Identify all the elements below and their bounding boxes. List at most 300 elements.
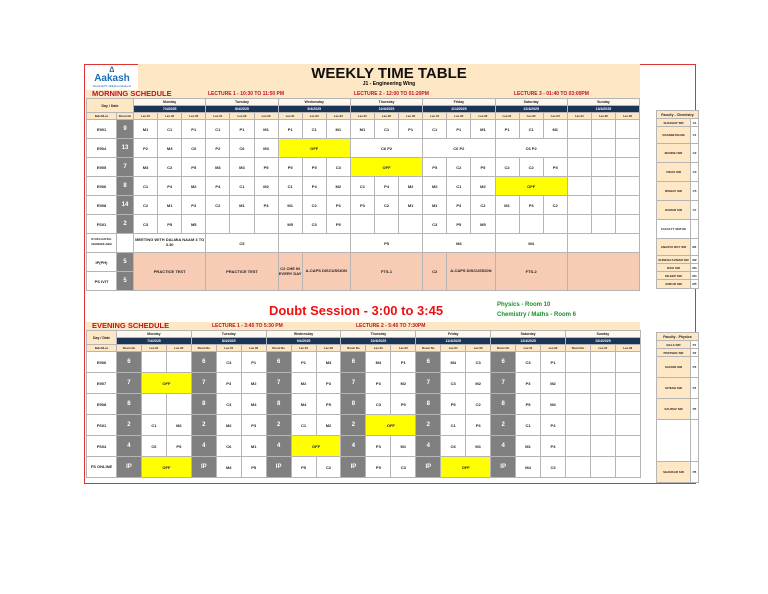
- faculty-code: P6: [691, 462, 699, 483]
- lecture-cell: [567, 234, 639, 253]
- date-label: 7/4/2025: [117, 338, 192, 345]
- lecture-cell: [567, 253, 639, 291]
- faculty-chemistry-table: [656, 110, 699, 289]
- off-cell: OFF: [141, 457, 191, 478]
- subhead-lec: Lec-01: [350, 113, 374, 120]
- day-label: Thursday: [341, 331, 416, 338]
- lecture-cell: [591, 120, 615, 139]
- acaps-cell: A-CAPS DISCUSSION: [302, 253, 350, 291]
- room-cell: IP: [117, 457, 142, 478]
- lecture-cell: M2: [466, 373, 491, 394]
- lecture-cell: M4: [516, 457, 541, 478]
- subhead-lec: Lec-03: [543, 113, 567, 120]
- faculty-code: C5: [691, 182, 699, 201]
- lecture-cell: M2: [326, 177, 350, 196]
- lecture-cell: C3: [216, 352, 241, 373]
- lecture-cell: M4: [316, 352, 341, 373]
- faculty-code: [691, 220, 699, 239]
- lecture-cell: C3: [134, 215, 158, 234]
- lecture-cell: M1: [471, 120, 495, 139]
- lecture-cell: C3: [541, 457, 566, 478]
- lecture-cell: P5: [158, 215, 182, 234]
- lecture-cell: C3: [216, 394, 241, 415]
- lecture-cell: [591, 139, 615, 158]
- faculty-name: BALA SIR: [657, 341, 691, 349]
- lecture-cell: C2: [374, 196, 398, 215]
- lecture-cell: C1: [230, 177, 254, 196]
- lecture-cell: [206, 215, 230, 234]
- lecture-cell: C3: [423, 215, 447, 234]
- subhead-lec: Lec-01: [590, 345, 615, 352]
- room-cell: 8: [341, 394, 366, 415]
- chem-maths-room-note: Chemistry / Maths - Room 6: [497, 312, 577, 318]
- subhead-lec: Lec-02: [316, 345, 341, 352]
- subhead-room: Room No: [565, 345, 590, 352]
- subhead-lec: Lec-02: [166, 345, 191, 352]
- lecture-cell: [567, 120, 591, 139]
- subhead-lec: Lec-01: [291, 345, 316, 352]
- lecture-cell: P2: [206, 139, 230, 158]
- subhead-lec: Lec-01: [516, 345, 541, 352]
- room-cell: 2: [341, 415, 366, 436]
- lecture-cell: C2: [543, 196, 567, 215]
- subhead-lec: Lec-02: [158, 113, 182, 120]
- lecture-cell: P3: [350, 196, 374, 215]
- room-cell: 4: [491, 436, 516, 457]
- lecture-cell: [615, 120, 639, 139]
- room-cell: 4: [191, 436, 216, 457]
- room-cell: 2: [416, 415, 441, 436]
- lecture-cell: M2: [399, 177, 423, 196]
- lecture-cell: C2: [206, 196, 230, 215]
- room-cell: IP: [341, 457, 366, 478]
- lecture-cell: P1: [447, 120, 471, 139]
- lecture-cell: M1: [241, 436, 266, 457]
- date-label: 13/4/2025: [567, 106, 639, 113]
- faculty-code: M5: [691, 280, 699, 289]
- faculty-code: P2: [691, 349, 699, 357]
- lecture-cell: P5: [447, 215, 471, 234]
- faculty-name: [657, 420, 691, 462]
- lecture-cell: [615, 139, 639, 158]
- morning-schedule-bar: [86, 90, 640, 98]
- room-cell: 2: [266, 415, 291, 436]
- subhead-lec: Lec-01: [141, 345, 166, 352]
- faculty-code: M1: [691, 239, 699, 256]
- lecture-cell: C5: [206, 234, 278, 253]
- faculty-code: [691, 420, 699, 462]
- lecture-cell: P4: [302, 177, 326, 196]
- day-label: Saturday: [491, 331, 566, 338]
- faculty-code: C3: [691, 163, 699, 182]
- lecture-cell: C3: [441, 373, 466, 394]
- lecture-cell: C3: [326, 158, 350, 177]
- room-cell: 7: [117, 373, 142, 394]
- date-label: 8/4/2025: [206, 106, 278, 113]
- day-label: Thursday: [350, 99, 422, 106]
- lecture-cell: P3: [316, 373, 341, 394]
- lecture-cell: P3: [516, 373, 541, 394]
- faculty-maths-label: FACULTY MATHS: [657, 220, 691, 239]
- title-bar: [138, 64, 640, 90]
- subhead-batch: Batch/Lec: [87, 113, 117, 120]
- evening-schedule-label: EVENING SCHEDULE: [92, 321, 170, 330]
- batch-cell: FS04: [87, 436, 117, 457]
- subhead-lec: Lec-03: [471, 113, 495, 120]
- off-cell: OFF: [291, 436, 341, 457]
- table-row: [87, 139, 640, 158]
- day-label: Wednesday: [266, 331, 341, 338]
- table-row: [87, 177, 640, 196]
- lecture-cell: [254, 215, 278, 234]
- lecture-cell: C2: [316, 457, 341, 478]
- date-label: 13/4/2025: [565, 338, 640, 345]
- day-label: Monday: [117, 331, 192, 338]
- subheader-row: [87, 113, 640, 120]
- faculty-code: P1: [691, 341, 699, 349]
- lecture-cell: M2: [316, 415, 341, 436]
- faculty-code: C2: [691, 144, 699, 163]
- subhead-lec: Lec-03: [399, 113, 423, 120]
- evening-lecture-2: LECTURE 2 - 5:45 TO 7:30PM: [356, 323, 426, 329]
- evening-schedule-bar: [86, 322, 640, 330]
- lecture-cell: M2: [423, 177, 447, 196]
- lecture-cell: M5: [471, 215, 495, 234]
- room-cell: 7: [491, 373, 516, 394]
- room-cell: 2: [117, 215, 134, 234]
- day-label: Friday: [416, 331, 491, 338]
- lecture-cell: [565, 352, 590, 373]
- lecture-cell: P4: [158, 177, 182, 196]
- morning-lecture-3: LECTURE 3 - 01:40 TO 03:00PM: [514, 91, 589, 97]
- off-cell: OFF: [350, 158, 422, 177]
- faculty-name: RISHAV SIR: [657, 182, 691, 201]
- room-cell: 5: [117, 272, 134, 291]
- room-cell: 6: [416, 352, 441, 373]
- room-cell: 4: [341, 436, 366, 457]
- room-cell: 4: [416, 436, 441, 457]
- room-cell: IP: [416, 457, 441, 478]
- subhead-room: Room No: [117, 113, 134, 120]
- lecture-cell: P1: [291, 352, 316, 373]
- date-label: 9/4/2025: [278, 106, 350, 113]
- faculty-name: SHANKAR SIR: [657, 462, 691, 483]
- lecture-cell: P5: [423, 158, 447, 177]
- date-label: 11/4/2025: [423, 106, 495, 113]
- day-date-header: Day / Date: [87, 99, 134, 113]
- lecture-cell: C2: [471, 196, 495, 215]
- lecture-cell: C2: [158, 158, 182, 177]
- subhead-batch: Batch/Lec: [87, 345, 117, 352]
- lecture-cell: P1: [399, 120, 423, 139]
- batch-cell: IP(PH): [87, 253, 117, 272]
- lecture-cell: M1: [391, 436, 416, 457]
- lecture-cell: C2: [519, 158, 543, 177]
- lecture-cell: [565, 415, 590, 436]
- lecture-cell: [591, 177, 615, 196]
- lecture-cell: C6: [182, 139, 206, 158]
- table-row: [87, 196, 640, 215]
- table-row: [87, 436, 641, 457]
- lecture-cell: [590, 415, 615, 436]
- lecture-cell: [615, 415, 640, 436]
- subhead-lec: Lec-02: [541, 345, 566, 352]
- lecture-cell: [166, 394, 191, 415]
- faculty-code: M2: [692, 257, 697, 262]
- lecture-cell: M1: [350, 120, 374, 139]
- lecture-cell: M1: [423, 196, 447, 215]
- lecture-cell: [399, 215, 423, 234]
- faculty-code: P3: [691, 357, 699, 378]
- lecture-cell: [590, 457, 615, 478]
- batch-cell: FS01: [87, 215, 117, 234]
- faculty-name: ANANYA ROY SIR: [657, 239, 691, 256]
- lecture-cell: [615, 373, 640, 394]
- date-label: 10/4/2025: [350, 106, 422, 113]
- subhead-lec: Lec-02: [615, 345, 640, 352]
- batch-cell: FS01: [87, 415, 117, 436]
- faculty-chemistry-title: Faculty - Chemistry: [657, 111, 699, 119]
- lecture-cell: [567, 158, 591, 177]
- lecture-cell: M4: [366, 352, 391, 373]
- lecture-cell: C1: [291, 415, 316, 436]
- lecture-cell: P3: [541, 415, 566, 436]
- date-label: 12/4/2025: [495, 106, 567, 113]
- room-cell: [117, 234, 134, 253]
- table-row: [87, 415, 641, 436]
- room-cell: 4: [266, 436, 291, 457]
- faculty-code: C1: [691, 127, 699, 144]
- lecture-cell: M1: [230, 196, 254, 215]
- lecture-cell: [615, 394, 640, 415]
- day-label: Monday: [134, 99, 206, 106]
- lecture-cell: M4: [216, 457, 241, 478]
- day-label: Tuesday: [206, 99, 278, 106]
- faculty-name: DILEEP SIR: [657, 272, 691, 280]
- batch-cell: E908: [87, 196, 117, 215]
- batch-cell: E906: [87, 352, 117, 373]
- faculty-name: KUMAR SIR: [657, 201, 691, 220]
- lecture-cell: P5: [291, 457, 316, 478]
- practice-test-cell: PRACTICE TEST: [134, 253, 206, 291]
- subhead-lec: Lec-02: [302, 113, 326, 120]
- lecture-cell: [350, 215, 374, 234]
- off-cell: OFF: [278, 139, 350, 158]
- subhead-lec: Lec-01: [366, 345, 391, 352]
- room-cell: 2: [117, 415, 142, 436]
- off-cell: OFF: [495, 177, 567, 196]
- date-label: 12/4/2025: [491, 338, 566, 345]
- lecture-cell: P5: [166, 436, 191, 457]
- lecture-cell: P1: [241, 352, 266, 373]
- room-cell: 6: [266, 352, 291, 373]
- lecture-cell: M3: [158, 139, 182, 158]
- table-row: [87, 253, 640, 272]
- faculty-code: P5: [691, 399, 699, 420]
- lecture-cell: M2: [471, 177, 495, 196]
- batch-cell: E907: [87, 373, 117, 394]
- lecture-cell: C6 P2: [495, 139, 567, 158]
- lecture-cell: C1: [423, 120, 447, 139]
- room-cell: 5: [117, 253, 134, 272]
- lecture-cell: P5: [516, 394, 541, 415]
- lecture-cell: C1: [302, 120, 326, 139]
- practice-test-cell: PRACTICE TEST: [206, 253, 278, 291]
- room-cell: 13: [117, 139, 134, 158]
- lecture-cell: M2: [254, 177, 278, 196]
- lecture-cell: M5: [278, 215, 302, 234]
- lecture-cell: M2: [391, 373, 416, 394]
- lecture-cell: M2: [541, 373, 566, 394]
- lecture-cell: P5: [350, 234, 422, 253]
- table-row: [87, 234, 640, 253]
- lecture-cell: M3: [206, 158, 230, 177]
- lecture-cell: M1: [495, 196, 519, 215]
- physics-room-note: Physics - Room 10: [497, 302, 551, 308]
- table-row: [87, 394, 641, 415]
- room-cell: IP: [191, 457, 216, 478]
- morning-lecture-2: LECTURE 2 - 12:00 TO 01:20PM: [354, 91, 429, 97]
- faculty-name: RAVI SIR: [657, 264, 691, 272]
- lecture-cell: M4: [495, 234, 567, 253]
- faculty-name: ANKUR SIR: [657, 280, 691, 289]
- room-cell: 8: [117, 394, 142, 415]
- doubt-session-banner: Doubt Session - 3:00 to 3:45: [268, 303, 444, 318]
- logo-name: Aakash: [94, 73, 130, 84]
- lecture-cell: [141, 352, 166, 373]
- lecture-cell: C6: [441, 436, 466, 457]
- subhead-lec: Lec-01: [206, 113, 230, 120]
- lecture-cell: P5: [326, 215, 350, 234]
- lecture-cell: M3: [254, 139, 278, 158]
- lecture-cell: C1: [134, 177, 158, 196]
- subhead-lec: Lec-03: [254, 113, 278, 120]
- lecture-cell: P3: [519, 196, 543, 215]
- lecture-cell: P1: [391, 352, 416, 373]
- lecture-cell: [567, 139, 591, 158]
- lecture-cell: C3: [466, 352, 491, 373]
- room-cell: 14: [117, 196, 134, 215]
- room-cell: IP: [491, 457, 516, 478]
- lecture-cell: P5: [182, 158, 206, 177]
- lecture-cell: [615, 177, 639, 196]
- lecture-cell: C1: [158, 120, 182, 139]
- batch-cell: E905: [87, 158, 117, 177]
- lecture-cell: M3: [134, 158, 158, 177]
- lecture-cell: M1: [466, 436, 491, 457]
- lecture-cell: P3: [326, 196, 350, 215]
- lecture-cell: C2: [302, 196, 326, 215]
- faculty-name: MANISH SIR: [657, 144, 691, 163]
- lecture-cell: M2: [182, 177, 206, 196]
- aakash-logo: [86, 66, 138, 90]
- lecture-cell: M3: [230, 158, 254, 177]
- lecture-cell: [615, 215, 639, 234]
- subhead-room: Room No: [341, 345, 366, 352]
- lecture-cell: [590, 373, 615, 394]
- lecture-cell: M4: [291, 394, 316, 415]
- page-subtitle: J1 - Engineering Wing: [362, 81, 416, 87]
- lecture-cell: P3: [241, 415, 266, 436]
- faculty-physics-title: Faculty - Physics: [657, 333, 699, 341]
- fts-cell: FTS-2: [495, 253, 567, 291]
- off-cell: OFF: [366, 415, 416, 436]
- subhead-room: Room No: [416, 345, 441, 352]
- subhead-lec: Lec-01: [567, 113, 591, 120]
- room-cell: 7: [416, 373, 441, 394]
- lecture-cell: [565, 436, 590, 457]
- chemistry-cell: C2 CHE IN EVERY DAY: [278, 253, 302, 291]
- lecture-cell: C2: [423, 253, 447, 291]
- day-label: Sunday: [567, 99, 639, 106]
- lecture-cell: M2: [216, 415, 241, 436]
- lecture-cell: C6 P2: [423, 139, 495, 158]
- lecture-cell: M1: [399, 196, 423, 215]
- room-cell: 8: [416, 394, 441, 415]
- lecture-cell: P1: [230, 120, 254, 139]
- lecture-cell: [590, 352, 615, 373]
- lecture-cell: C6: [216, 436, 241, 457]
- lecture-cell: C2: [495, 158, 519, 177]
- logo-mark-icon: ∆: [109, 65, 115, 74]
- lecture-cell: P4: [374, 177, 398, 196]
- batch-cell: E901: [87, 120, 117, 139]
- lecture-cell: P5: [316, 394, 341, 415]
- page-title: WEEKLY TIME TABLE: [311, 65, 467, 82]
- subhead-lec: Lec-03: [182, 113, 206, 120]
- lecture-cell: C3: [366, 394, 391, 415]
- room-cell: 2: [491, 415, 516, 436]
- date-label: 10/4/2025: [341, 338, 416, 345]
- lecture-cell: P3: [447, 196, 471, 215]
- faculty-name: VIKAS SIR: [657, 163, 691, 182]
- lecture-cell: C1: [278, 177, 302, 196]
- table-row: [87, 158, 640, 177]
- lecture-cell: P3: [216, 373, 241, 394]
- lecture-cell: [567, 177, 591, 196]
- morning-table: [86, 98, 640, 291]
- room-cell: 7: [117, 158, 134, 177]
- faculty-code: M3: [692, 265, 697, 270]
- lecture-cell: [591, 215, 615, 234]
- logo-tagline: Medical|IIT-JEE|Foundations: [92, 84, 132, 88]
- lecture-cell: P4: [206, 177, 230, 196]
- batch-cell: E904: [87, 139, 117, 158]
- lecture-cell: [374, 215, 398, 234]
- lecture-cell: P5: [254, 158, 278, 177]
- lecture-cell: [519, 215, 543, 234]
- lecture-cell: [567, 215, 591, 234]
- date-label: 11/4/2025: [416, 338, 491, 345]
- room-cell: 2: [191, 415, 216, 436]
- subhead-room: Room No: [191, 345, 216, 352]
- table-row: [87, 373, 641, 394]
- lecture-cell: [615, 436, 640, 457]
- faculty-name: SUDESH KUMAR SIR: [658, 257, 689, 262]
- subhead-lec: Lec-02: [591, 113, 615, 120]
- faculty-code: C1: [691, 119, 699, 127]
- lecture-cell: [590, 436, 615, 457]
- faculty-physics-table: [656, 332, 699, 483]
- lecture-cell: [591, 196, 615, 215]
- lecture-cell: M4: [541, 394, 566, 415]
- room-cell: 6: [491, 352, 516, 373]
- day-date-header: Day / Date: [87, 331, 117, 345]
- lecture-cell: [565, 373, 590, 394]
- lecture-cell: P3: [366, 373, 391, 394]
- lecture-cell: C3: [302, 215, 326, 234]
- faculty-code: C7: [691, 201, 699, 220]
